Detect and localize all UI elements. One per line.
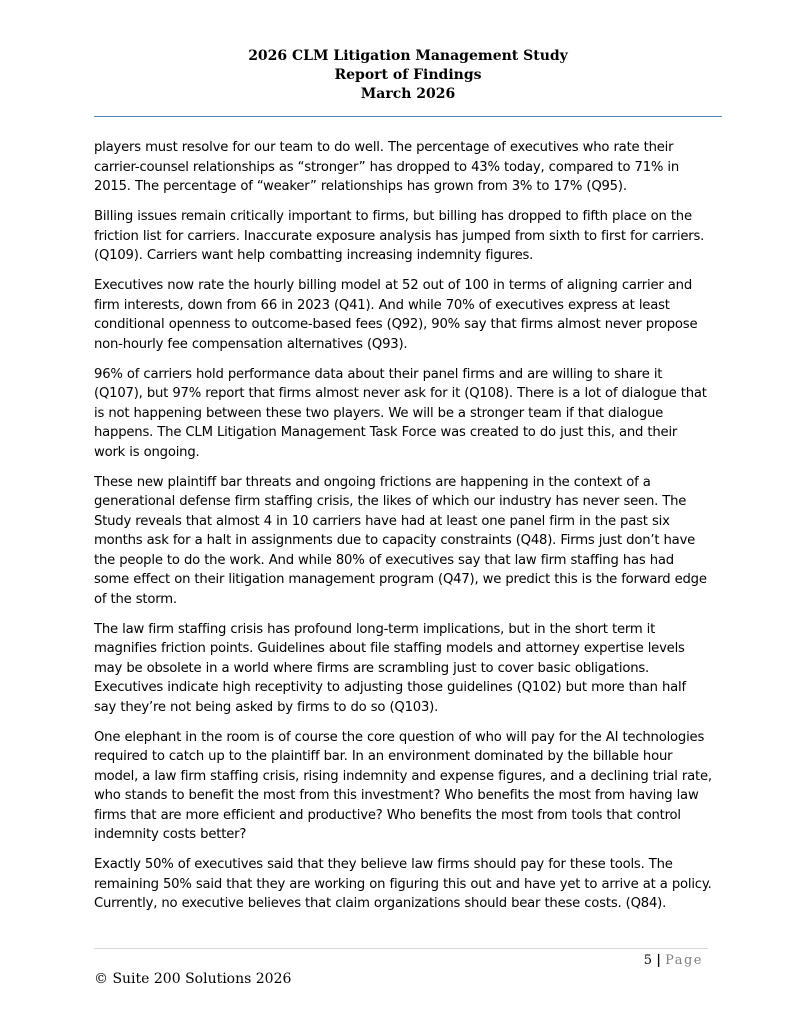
page-header xyxy=(94,47,722,104)
report-date: March 2026 xyxy=(360,86,456,102)
paragraph: Executives now rate the hourly billing model at 52 out of 100 in terms of aligning carrier and firm interests, down from 66 in 2023 (Q41). And while 70% of executives express at least conditional openness to outcome-based fees (Q92), 90% say that firms almost never propose non-hourly fee compensation alternatives (Q93). xyxy=(94,278,698,352)
page-number-separator: | xyxy=(656,953,661,968)
paragraph: Exactly 50% of executives said that they believe law firms should pay for these tools. The remaining 50% said that they are working on figuring this out and have yet to arrive at a policy. Currently, no executive believes that claim organizations should bear these costs. (Q84). xyxy=(94,857,712,911)
paragraph: 96% of carriers hold performance data about their panel firms and are willing to share it (Q107), but 97% report that firms almost never ask for it (Q108). There is a lot of dialogue that is not happening between these two players. We will be a stronger team if that dialogue happens. The CLM Litigation Management Task Force was created to do just this, and their work is ongoing. xyxy=(94,366,707,460)
report-title: 2026 CLM Litigation Management Study xyxy=(248,48,568,64)
paragraph: The law firm staffing crisis has profound long-term implications, but in the short term it magnifies friction points. Guidelines about file staffing models and attorney expertise levels may be obsolete in a world where firms are scrambling just to cover basic obligations. Executives indicate high receptivity to adjusting those guidelines (Q102) but more than half say they’re not being asked by firms to do so (Q103). xyxy=(94,621,686,715)
copyright-notice: © Suite 200 Solutions 2026 xyxy=(94,971,292,987)
page-number-value: 5 xyxy=(643,953,653,968)
paragraph: One elephant in the room is of course the core question of who will pay for the AI technologies required to catch up to the plaintiff bar. In an environment dominated by the billable hour model, a law firm staffing crisis, rising indemnity and expense figures, and a declining trial rate, who stands to benefit the most from this investment? Who benefits the most from having law firms that are more efficient and productive? Who benefits the most from tools that control indemnity costs better? xyxy=(94,729,712,842)
page-label: Page xyxy=(665,953,703,968)
footer-divider xyxy=(94,948,708,949)
header-divider xyxy=(94,116,722,117)
paragraph: These new plaintiff bar threats and ongoing frictions are happening in the context of a generational defense firm staffing crisis, the likes of which our industry has never seen. The Study reveals that almost 4 in 10 carriers have had at least one panel firm in the past six months ask for a halt in assignments due to capacity constraints (Q48). Firms just don’t have the people to do the work. And while 80% of executives say that law firm staffing has had some effect on their litigation management program (Q47), we predict this is the forward edge of the storm. xyxy=(94,474,707,607)
paragraph: Billing issues remain critically important to firms, but billing has dropped to fifth place on the friction list for carriers. Inaccurate exposure analysis has jumped from sixth to first for carriers. (Q109). Carriers want help combatting increasing indemnity figures. xyxy=(94,209,705,263)
paragraph: players must resolve for our team to do well. The percentage of executives who rate their carrier-counsel relationships as “stronger” has dropped to 43% today, compared to 71% in 2015. The percentage of “weaker” relationships has grown from 3% to 17% (Q95). xyxy=(94,140,680,194)
body-text xyxy=(94,138,712,924)
report-subtitle: Report of Findings xyxy=(334,67,482,83)
page-number xyxy=(644,953,703,968)
